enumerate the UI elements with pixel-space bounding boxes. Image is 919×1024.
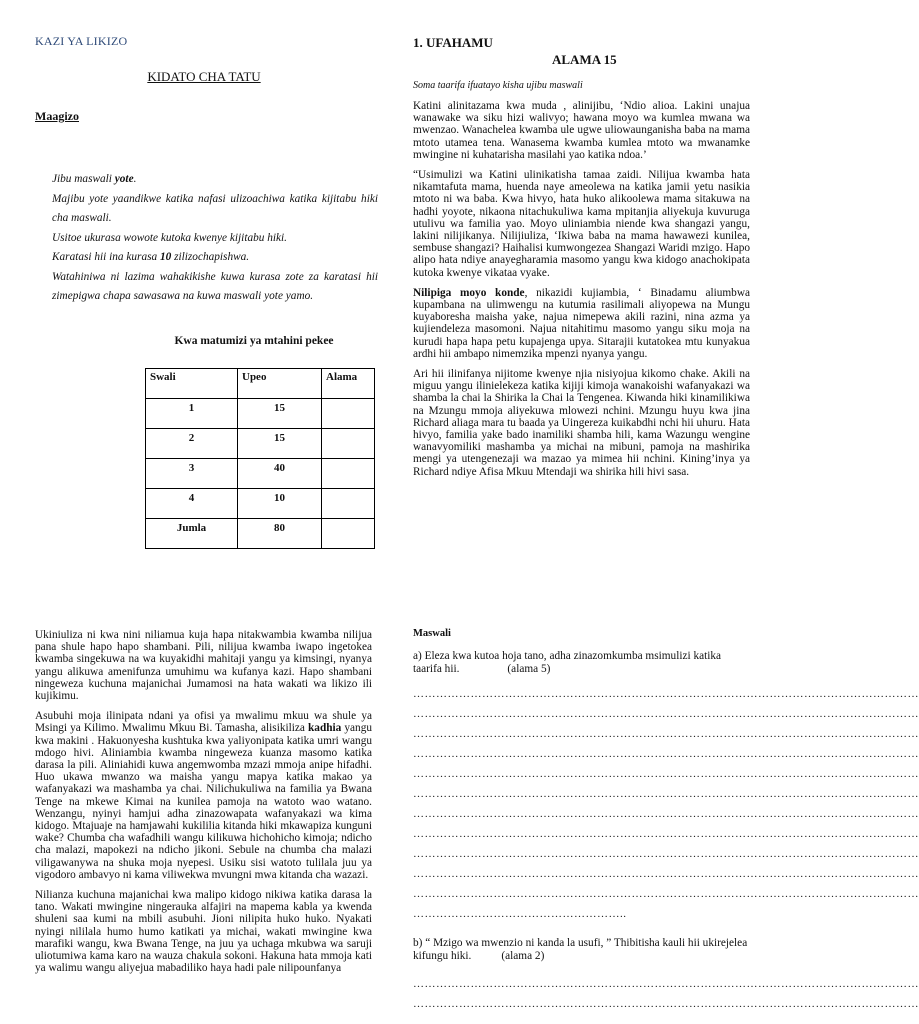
instruction-3: Usitoe ukurasa wowote kutoka kwenye kijitabu hiki.	[52, 231, 287, 244]
score-cell[interactable]	[322, 459, 375, 489]
form-title: KIDATO CHA TATU	[147, 69, 261, 84]
score-cell[interactable]	[322, 429, 375, 459]
question-number-cell: 2	[146, 429, 238, 459]
table-header-row	[146, 369, 375, 399]
passage-paragraph: Katini alinitazama kwa muda , alinijibu, ‘Ndio alioa. Lakini unajua wanawake wa siku hizi walivyo; hawana moyo wa kumlea mwana wa mwenzao. Wanachelea kwamba ule ugwe uliowaunganisha baba na mama mtoto utamea tena. Wanasema kwamba kumlea mtoto wa mwanamke mwingine ni kuhatarisha masilahi yao katika ndoa.’	[413, 100, 750, 161]
answer-line[interactable]: ……………………………………………………………………………………………………………………	[413, 998, 919, 1010]
score-cell[interactable]	[322, 489, 375, 519]
instruction-4: Karatasi hii ina kurasa 10 zilizochapishwa.	[52, 251, 250, 263]
passage-paragraph: Asubuhi moja ilinipata ndani ya ofisi ya mwalimu mkuu wa shule ya Msingi ya Kilimo. Mwalimu Mkuu Bi. Tamasha, alisikiliza kadhia yangu kwa makini . Hakuonyesha kushtuka kwa yaliyonipata katika umri wangu mdogo hivi. Aliniambia kwamba ningeweza kuanza masomo katika darasa la pili. Aliniahidi kuwa angemwomba mzazi mmoja anipe hifadhi. Huo ukawa mwanzo wa maisha yangu mapya katika makao ya wafanyakazi wa mashamba ya chai. Nilichukuliwa na familia ya Bwana Tenge na mkewe Kimai na kunilea pamoja na watoto wao watano. Wenzangu, nyinyi hamjui adha zinazowapata wafanyakazi wa kima kidogo. Mtajuaje na hamjawahi kukililia kitanda hiki mkawapiza kunguni wake? Chumba cha wafadhili wangu kilikuwa hichohicho kimoja; ndicho cha malazi, mapokezi na ndicho jikoni. Sebule na chumba cha malazi viligawanywa na shuka moja nyepesi. Usiku sisi watoto tulilala juu ya vigodoro ambavyo ni kama viliwekwa mvungni mwa kitanda cha wazazi.	[35, 710, 372, 881]
answer-line[interactable]: ……………………………………………………………………………………………………………………	[413, 688, 919, 700]
answer-line[interactable]: ……………………………………………………………………………………………………………………	[413, 978, 919, 990]
passage-left-column	[35, 629, 372, 982]
instruction-5: Watahiniwa ni lazima wahakikishe kuwa kurasa zote za karatasi hii zimepigwa chapa sawasawa na kuwa maswali yote yamo.	[52, 270, 378, 302]
table-row	[146, 489, 375, 519]
instructions-heading: Maagizo	[35, 109, 79, 123]
answer-line[interactable]: ……………………………………………………………………………………………………………………	[413, 728, 919, 740]
section-marks: ALAMA 15	[552, 52, 617, 67]
max-score-cell: 15	[238, 429, 322, 459]
score-table	[145, 368, 375, 549]
question-number-cell: 4	[146, 489, 238, 519]
reading-note: Soma taarifa ifuatayo kisha ujibu maswali	[413, 80, 583, 91]
total-score-cell[interactable]	[322, 519, 375, 549]
questions-heading: Maswali	[413, 628, 451, 639]
max-score-cell: 40	[238, 459, 322, 489]
answer-line[interactable]: ……………………………………………………………………………………………………………………	[413, 868, 919, 880]
table-total-row	[146, 519, 375, 549]
question-number-cell: 3	[146, 459, 238, 489]
question-b: b) “ Mzigo wa mwenzio ni kanda la usufi, ” Thibitisha kauli hii ukirejelea kifungu hiki. (alama 2)	[413, 937, 748, 962]
answer-line[interactable]: ……………………………………………………………………………………………………………………	[413, 828, 919, 840]
school-header: KAZI YA LIKIZO	[35, 34, 128, 48]
table-header-cell: Swali	[146, 369, 238, 399]
total-label-cell: Jumla	[146, 519, 238, 549]
max-score-cell: 15	[238, 399, 322, 429]
answer-line[interactable]: ……………………………………………………………………………………………………………………	[413, 848, 919, 860]
total-max-cell: 80	[238, 519, 322, 549]
passage-paragraph: Nilianza kuchuna majanichai kwa malipo kidogo nikiwa katika darasa la tano. Wakati mwingine ningerauka alfajiri na mapema kabla ya kwenda shuleni saa kumi na mbili asubuhi. Jioni nilipita huko huko. Nyakati nyingi nililala humo humo katikati ya michai, wakati mwingine kwa marafiki wangu, kwa Bwana Tenge, na juu ya uchaga mkubwa wa saruji uliotumiwa kama karo na wauza chakula sokoni. Hakuna hata mmoja kati ya walimu wangu aliyejua mabadiliko haya hadi pale nilipounfanya	[35, 889, 372, 975]
examiner-note: Kwa matumizi ya mtahini pekee	[174, 335, 334, 347]
instruction-1: Jibu maswali yote.	[52, 173, 137, 185]
answer-line[interactable]: ……………………………………………………………………………………………………………………	[413, 748, 919, 760]
passage-paragraph: “Usimulizi wa Katini ulinikatisha tamaa zaidi. Nilijua kwamba hata nikamtafuta mama, huenda naye ameolewa na katika jamii yetu nasikia mtoto ni wa baba. Kwa hivyo, hata huko alikoolewa mama sitakuwa na hadhi yoyote, nikaona nitachukuliwa kama mpitanjia aliyekuja kuvuruga utulivu wa familia yao. Moyo uliniambia niende kwa shangazi yangu, lakini nilijikanya. Nilijiuliza, ‘Ikiwa baba na mama hawawezi kunilea, sembuse shangazi? Haihalisi kumwongezea Shangazi Waridi mzigo. Hapo alipo hata ndiye anayegharamia masomo yangu kwa kidogo anachokipata kutoka kwenye vikataa vyake.	[413, 169, 750, 279]
passage-paragraph: Nilipiga moyo konde, nikazidi kujiambia, ‘ Binadamu aliumbwa kupambana na ulimwengu na kutumia rasilimali aliyopewa na Mungu kuyaboresha maisha yake, najua nimepewa akili razini, nina azma ya kujiendeleza masomoni. Najua nitahitimu masomo yangu siku moja na kurudi hapa hapa petu kupajenga upya. Sitarajii kutatokea mtu kunyakua ardhi hii ambapo nimemzika mpenzi nyanya yangu.	[413, 286, 750, 360]
score-cell[interactable]	[322, 399, 375, 429]
answer-line-short[interactable]: ………………………………………………..	[413, 908, 627, 920]
passage-paragraph: Ari hii ilinifanya nijitome kwenye njia nisiyojua kikomo chake. Akili na miguu yangu ilinielekeza katika kijiji kimoja wanakoishi wafanyakazi wa shamba la chai la Shirika la Chai la Tengenea. Kiwanda hiki kinamilikiwa na Mzungu mmoja aliyekuwa mlowezi nchini. Mzungu huyu kwa jina Richard aliaga mara tu baada ya Uingereza kuikabdhi nchi hii uhuru. Hata hivyo, familia yake bado inamiliki shamba hili, kama Wazungu wengine wanavyomiliki mashamba ya michai na mibuni, pamoja na mashirika mengi ya utengenezaji wa mazao ya mimea hii nchini. Kining’inya ya Richard ndiye Afisa Mkuu Mtendaji wa shirika hili hivi sasa.	[413, 368, 750, 478]
table-row	[146, 459, 375, 489]
answer-line[interactable]: ……………………………………………………………………………………………………………………	[413, 888, 919, 900]
answer-line[interactable]: ……………………………………………………………………………………………………………………	[413, 708, 919, 720]
instructions-list	[52, 170, 378, 307]
passage-paragraph: Ukiniuliza ni kwa nini niliamua kuja hapa nitakwambia kwamba nilijua pana shule hapo hapo shambani. Pili, nilijua kwamba iwapo ingetokea kwamba singekuwa na wa kuyakidhi mahitaji yangu ya kimsingi, nyanya yangu alikuwa amenifunza umuhimu wa kufanya kazi. Hapo shambani ningeweza kuchuna majanichai Jumamosi na hata wakati wa likizo ili kujikimu.	[35, 629, 372, 703]
section-title: 1. UFAHAMU	[413, 35, 493, 50]
question-a: a) Eleza kwa kutoa hoja tano, adha zinazomkumba msimulizi katika taarifa hii. (alama 5)	[413, 650, 722, 675]
table-header-cell: Upeo	[238, 369, 322, 399]
max-score-cell: 10	[238, 489, 322, 519]
answer-line[interactable]: ……………………………………………………………………………………………………………………	[413, 788, 919, 800]
instruction-2: Majibu yote yaandikwe katika nafasi ulizoachiwa katika kijitabu hiki cha maswali.	[52, 192, 378, 224]
passage-right-column	[413, 100, 750, 486]
question-number-cell: 1	[146, 399, 238, 429]
table-header-cell: Alama	[322, 369, 375, 399]
table-row	[146, 399, 375, 429]
answer-line[interactable]: ……………………………………………………………………………………………………………………	[413, 808, 919, 820]
table-row	[146, 429, 375, 459]
answer-line[interactable]: ……………………………………………………………………………………………………………………	[413, 768, 919, 780]
